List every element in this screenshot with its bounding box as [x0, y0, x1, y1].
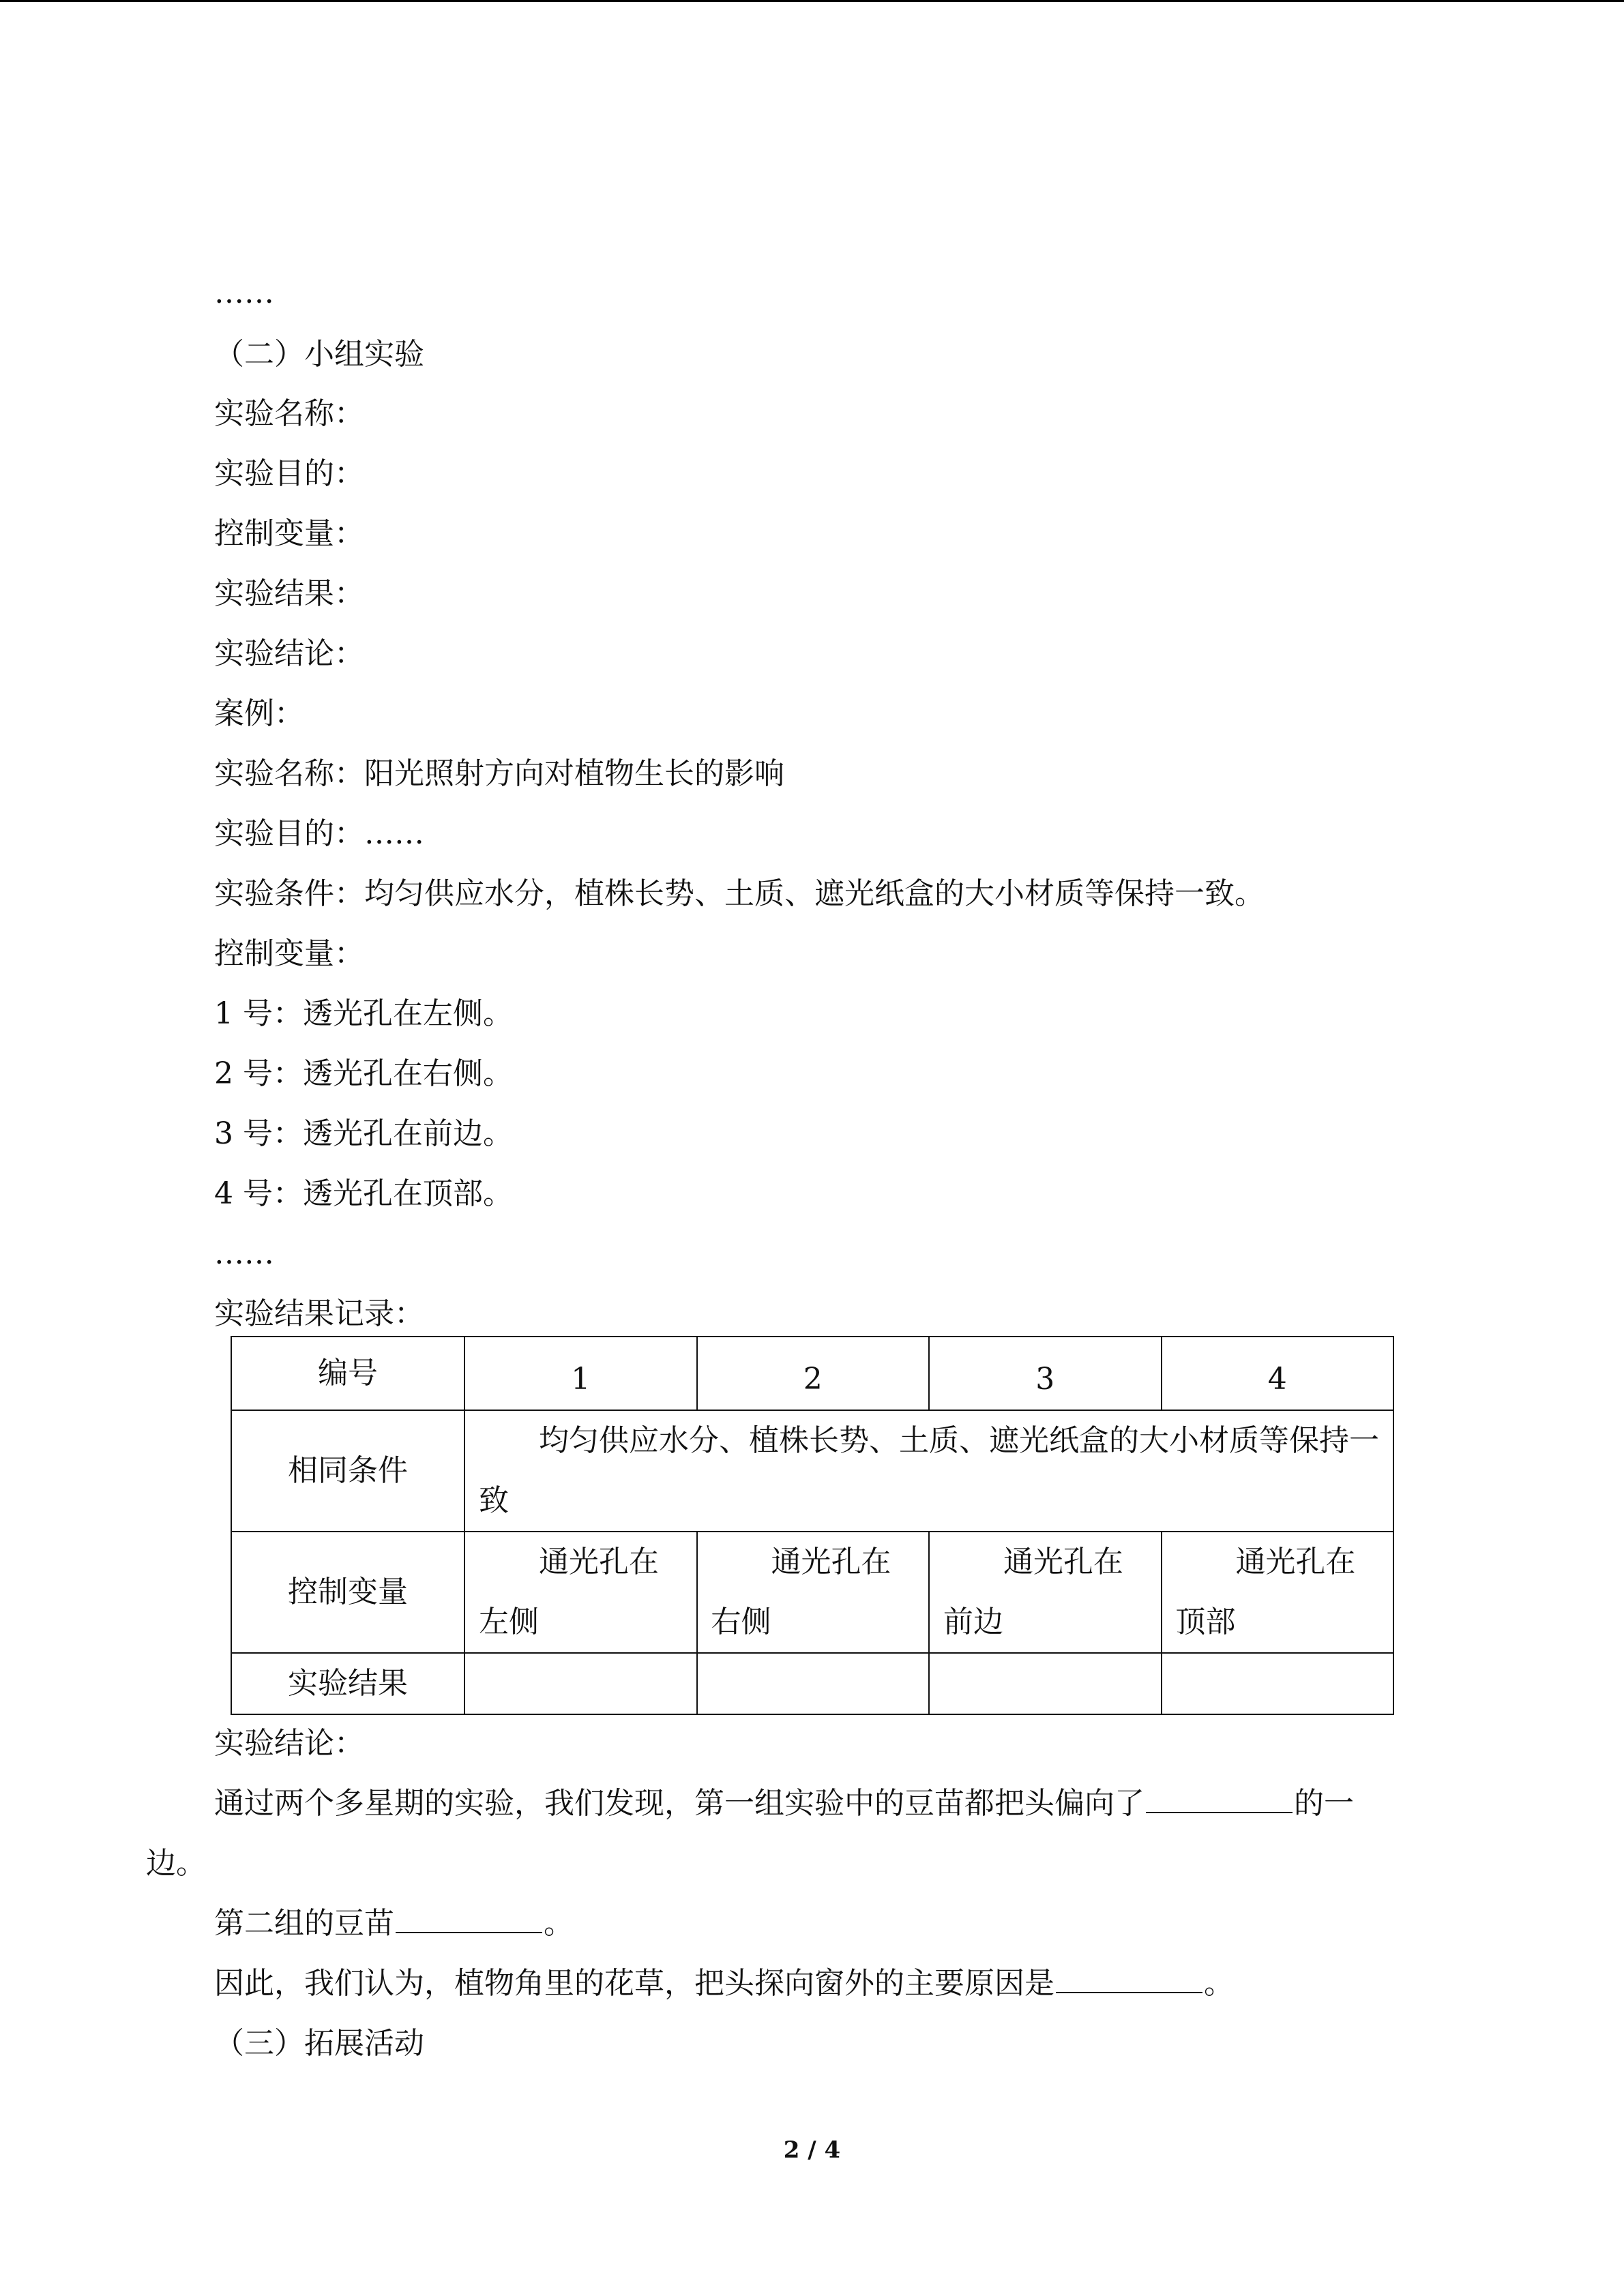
table-cell: 通光孔在右侧 — [697, 1532, 930, 1653]
table-cell-empty[interactable] — [464, 1653, 697, 1714]
case-experiment-condition: 实验条件：均匀供应水分，植株长势、土质、遮光纸盒的大小材质等保持一致。 — [214, 876, 1265, 911]
conclusion-text: 。 — [1204, 1966, 1234, 2001]
conclusion-sentence-1 — [214, 1783, 1354, 1824]
table-cell-empty[interactable] — [1162, 1653, 1394, 1714]
experiment-name-label: 实验名称： — [214, 396, 364, 431]
top-border-rule — [0, 0, 1624, 2]
table-cell: 均匀供应水分、植株长势、土质、遮光纸盒的大小材质等保持一致 — [464, 1410, 1393, 1532]
conclusion-sentence-1-wrap: 边。 — [146, 1846, 206, 1881]
control-variable-label: 控制变量： — [214, 516, 364, 551]
experiment-result-table — [231, 1336, 1394, 1715]
variable-item-1: 1 号：透光孔在左侧。 — [214, 996, 513, 1031]
table-row-label: 实验结果 — [231, 1653, 464, 1714]
table-header-cell: 2 — [697, 1337, 930, 1410]
page-number: 2 / 4 — [783, 2136, 841, 2164]
table-row-label: 控制变量 — [231, 1532, 464, 1653]
case-control-variable-label: 控制变量： — [214, 936, 364, 971]
experiment-result-label: 实验结果： — [214, 576, 364, 611]
table-row — [231, 1532, 1393, 1653]
conclusion-sentence-2 — [214, 1903, 574, 1944]
variable-item-3: 3 号：透光孔在前边。 — [214, 1116, 513, 1151]
table-header-cell: 1 — [464, 1337, 697, 1410]
table-header-cell: 4 — [1162, 1337, 1394, 1410]
conclusion-text: 通过两个多星期的实验，我们发现，第一组实验中的豆苗都把头偏向了 — [214, 1786, 1145, 1821]
experiment-purpose-label: 实验目的： — [214, 456, 364, 491]
variable-item-4: 4 号：透光孔在顶部。 — [214, 1176, 513, 1211]
conclusion-text: 第二组的豆苗 — [214, 1906, 394, 1941]
table-header-cell: 3 — [929, 1337, 1162, 1410]
variable-item-2: 2 号：透光孔在右侧。 — [214, 1056, 513, 1091]
fill-blank[interactable] — [396, 1903, 542, 1933]
table-cell-empty[interactable] — [929, 1653, 1162, 1714]
conclusion-text: 。 — [544, 1906, 574, 1941]
table-cell-empty[interactable] — [697, 1653, 930, 1714]
case-label: 案例： — [214, 696, 304, 731]
table-cell: 通光孔在左侧 — [464, 1532, 697, 1653]
conclusion-label: 实验结论： — [214, 1726, 364, 1761]
fill-blank[interactable] — [1056, 1963, 1202, 1993]
table-cell: 通光孔在前边 — [929, 1532, 1162, 1653]
ellipsis-line: …… — [214, 275, 274, 310]
section-heading-extension-activity: （三）拓展活动 — [214, 2026, 424, 2061]
table-row — [231, 1337, 1393, 1410]
fill-blank[interactable] — [1146, 1783, 1293, 1813]
section-heading-group-experiment: （二）小组实验 — [214, 337, 424, 372]
table-cell: 通光孔在顶部 — [1162, 1532, 1394, 1653]
conclusion-text: 因此，我们认为，植物角里的花草，把头探向窗外的主要原因是 — [214, 1966, 1054, 2001]
experiment-conclusion-label: 实验结论： — [214, 636, 364, 671]
case-experiment-name: 实验名称：阳光照射方向对植物生长的影响 — [214, 756, 784, 791]
result-record-label: 实验结果记录： — [214, 1296, 424, 1331]
table-row — [231, 1653, 1393, 1714]
table-row — [231, 1410, 1393, 1532]
case-experiment-purpose: 实验目的：…… — [214, 816, 424, 851]
table-header-cell: 编号 — [231, 1337, 464, 1410]
conclusion-sentence-3 — [214, 1963, 1234, 2004]
conclusion-text: 的一 — [1294, 1786, 1354, 1821]
ellipsis-line: …… — [214, 1236, 274, 1271]
table-row-label: 相同条件 — [231, 1410, 464, 1532]
